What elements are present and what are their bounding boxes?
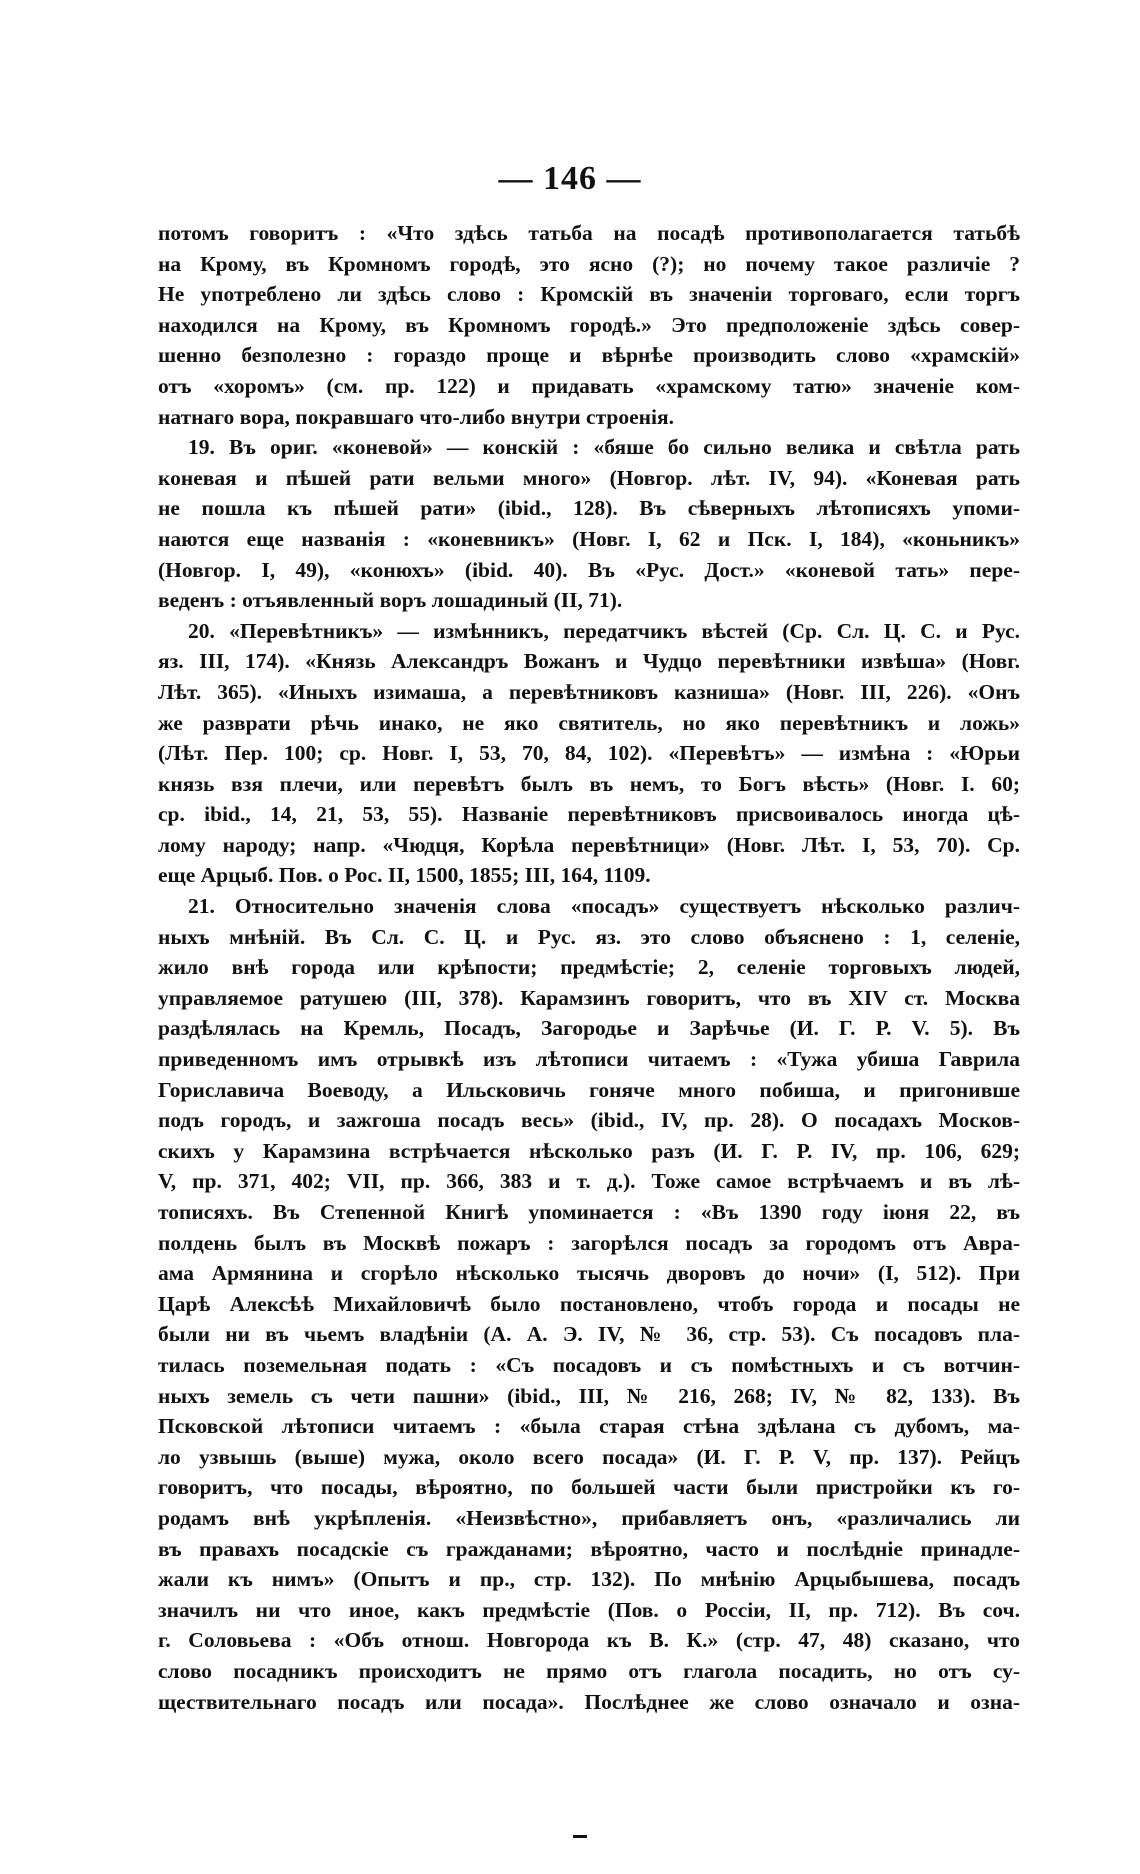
text-line: тилась поземельная подать : «Съ посадовъ и съ помѣстныхъ и съ вотчин- [158,1352,1020,1377]
text-line: не пошла къ пѣшей рати» (ibid., 128). Въ сѣверныхъ лѣтописяхъ упоми- [158,496,1020,521]
text-line: на Крому, въ Кромномъ городѣ, это ясно (?); но почему такое различіе ? [158,251,1020,276]
text-line: родамъ внѣ укрѣпленія. «Неизвѣстно», прибавляетъ онъ, «различались ли [158,1505,1020,1530]
text-line: лому народу; напр. «Чюдця, Корѣла перевѣтници» (Новг. Лѣт. I, 53, 70). Ср. [158,832,1020,857]
text-line: жило внѣ города или крѣпости; предмѣстіе; 2, селеніе торговыхъ людей, [158,955,1020,980]
text-line: Не употреблено ли здѣсь слово : Кромскій въ значеніи торговаго, если торгъ [158,282,1020,307]
text-line: подъ городъ, и зажгоша посадъ весь» (ibid., IV, пр. 28). О посадахъ Москов- [158,1108,1020,1133]
text-line: отъ «хоромъ» (см. пр. 122) и придавать «храмскому татю» значеніе ком- [158,373,1020,398]
text-line: ср. ibid., 14, 21, 53, 55). Названіе перевѣтниковъ присвоивалось иногда цѣ- [158,802,1020,827]
note-21-start: 21. Относительно значенія слова «посадъ» существуетъ нѣсколько различ- [188,894,1020,919]
text-line: еще Арцыб. Пов. о Рос. II, 1500, 1855; III, 164, 1109. [158,863,651,888]
text-line: слово посадникъ происходитъ не прямо отъ глагола посадить, но отъ су- [158,1658,1020,1683]
text-line: г. Соловьева : «Объ отнош. Новгорода къ В. К.» (стр. 47, 48) сказано, что [158,1628,1020,1653]
body-text [158,218,1020,1717]
text-line: шенно безполезно : гораздо проще и вѣрнѣе производить слово «храмскій» [158,343,1020,368]
text-line: Лѣт. 365). «Иныхъ изимаша, а перевѣтниковъ казниша» (Новг. III, 226). «Онъ [158,679,1020,704]
text-line: V, пр. 371, 402; VII, пр. 366, 383 и т. д.). Тоже самое встрѣчаемъ и въ лѣ- [158,1169,1020,1194]
text-line: раздѣлялась на Кремль, Посадъ, Загородье и Зарѣчье (И. Г. Р. V. 5). Въ [158,1016,1020,1041]
text-line: Гориславича Воеводу, а Ильсковичь гоняче много побиша, и пригонивше [158,1077,1020,1102]
text-line: потомъ говоритъ : «Что здѣсь татьба на посадѣ противополагается татьбѣ [158,221,1020,245]
text-line: въ правахъ посадскіе съ гражданами; вѣроятно, часто и послѣдніе принадле- [158,1536,1020,1561]
text-line: ама Армянина и сгорѣло нѣсколько тысячь дворовъ до ночи» (I, 512). При [158,1261,1020,1286]
text-line: коневая и пѣшей рати вельми много» (Новгор. лѣт. IV, 94). «Коневая рать [158,465,1020,490]
text-line: Псковской лѣтописи читаемъ : «была старая стѣна здѣлана съ дубомъ, ма- [158,1414,1020,1439]
text-line: приведенномъ имъ отрывкѣ изъ лѣтописи читаемъ : «Тужа убиша Гаврила [158,1047,1020,1072]
text-line: жали къ нимъ» (Опытъ и пр., стр. 132). По мнѣнію Арцыбышева, посадъ [158,1567,1020,1592]
note-20-start: 20. «Перевѣтникъ» — измѣнникъ, передатчикъ вѣстей (Ср. Сл. Ц. С. и Рус. [188,618,1020,643]
text-line: значилъ ни что иное, какъ предмѣстіе (Пов. о Россіи, II, пр. 712). Въ соч. [158,1597,1020,1622]
text-line: ло узвышь (выше) мужа, около всего посада» (И. Г. Р. V, пр. 137). Рейцъ [158,1444,1020,1469]
bottom-dash-mark [573,1835,587,1838]
text-line: наются еще названія : «коневникъ» (Новг. I, 62 и Пск. I, 184), «коньникъ» [158,526,1020,551]
text-line: ныхъ мнѣній. Въ Сл. С. Ц. и Рус. яз. это слово объяснено : 1, селеніе, [158,924,1020,949]
text-line: (Новгор. I, 49), «конюхъ» (ibid. 40). Въ «Рус. Дост.» «коневой тать» пере- [158,557,1020,582]
text-line: же разврати рѣчь инако, не яко святитель, но яко перевѣтникъ и ложь» [158,710,1020,735]
text-line: ныхъ земель съ чети пашни» (ibid., III, № 216, 268; IV, № 82, 133). Въ [158,1383,1020,1408]
text-line: скихъ у Карамзина встрѣчается нѣсколько разъ (И. Г. Р. IV, пр. 106, 629; [158,1138,1020,1163]
text-line: полдень былъ въ Москвѣ пожаръ : загорѣлся посадъ за городомъ отъ Авра- [158,1230,1020,1255]
text-line: князь взя плечи, или перевѣтъ былъ въ немъ, то Богъ вѣсть» (Новг. I. 60; [158,771,1020,796]
text-line: яз. III, 174). «Князь Александръ Вожанъ и Чудцо перевѣтники извѣша» (Новг. [158,649,1020,674]
text-line: ществительнаго посадъ или посада». Послѣднее же слово означало и озна- [158,1689,1020,1714]
text-line: Царѣ Алексѣѣ Михайловичѣ было постановлено, чтобъ города и посады не [158,1291,1020,1316]
page-number: — 146 — [498,160,642,197]
text-line: тописяхъ. Въ Степенной Книгѣ упоминается : «Въ 1390 году іюня 22, въ [158,1200,1020,1224]
note-19-start: 19. Въ ориг. «коневой» — конскій : «бяше бо сильно велика и свѣтла рать [188,435,1020,460]
text-line: веденъ : отъявленный воръ лошадиный (II, 71). [158,588,623,613]
text-line: управляемое ратушею (III, 378). Карамзинъ говоритъ, что въ XIV ст. Москва [158,985,1020,1010]
text-line: находился на Крому, въ Кромномъ городѣ.» Это предположеніе здѣсь совер- [158,312,1020,337]
text-line: говоритъ, что посады, вѣроятно, по большей части были пристройки къ го- [158,1475,1020,1500]
text-line: были ни въ чьемъ владѣніи (А. А. Э. IV, № 36, стр. 53). Съ посадовъ пла- [158,1322,1020,1347]
text-line: (Лѣт. Пер. 100; ср. Новг. I, 53, 70, 84, 102). «Перевѣтъ» — измѣна : «Юрьи [158,741,1020,766]
text-line: натнаго вора, покравшаго что-либо внутри строенія. [158,404,675,429]
